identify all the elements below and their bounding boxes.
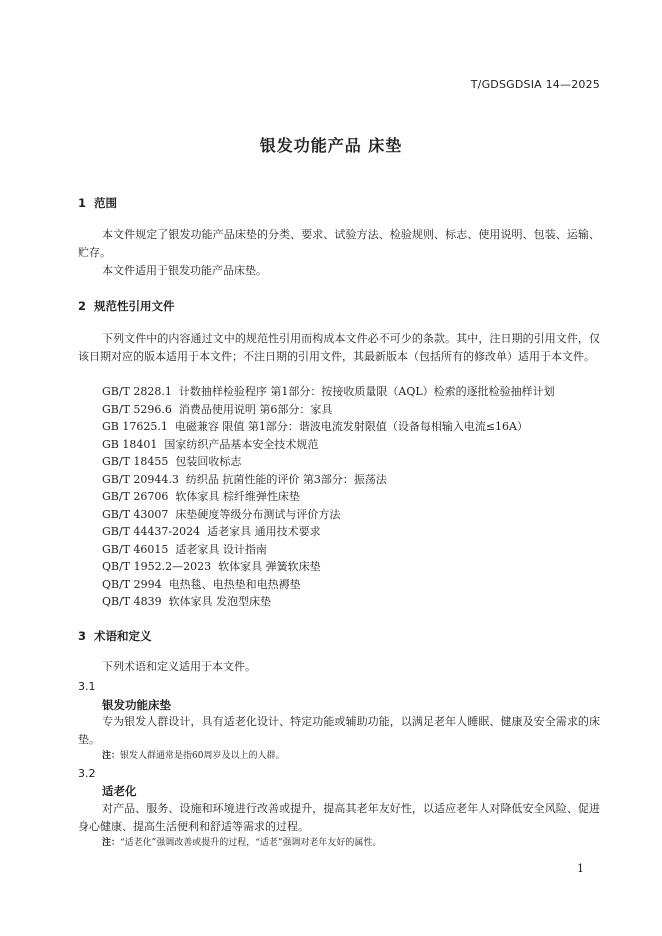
note-text: 银发人群通常是指60周岁及以上的人群。 bbox=[120, 751, 285, 761]
reference-item: GB 18401 国家纺织产品基本安全技术规范 bbox=[102, 437, 319, 451]
term-note bbox=[102, 836, 381, 850]
reference-item: GB/T 44437-2024 适老家具 通用技术要求 bbox=[102, 525, 321, 538]
reference-item: QB/T 2994 电热毯、电热垫和电热褥垫 bbox=[102, 577, 301, 591]
term-definition: 对产品、服务、设施和环境进行改善或提升，提高其老年友好性，以适应老年人对降低安全风险、促进身心健康、提高生活便利和舒适等需求的过程。 bbox=[78, 802, 600, 833]
section-title: 术语和定义 bbox=[94, 629, 152, 643]
reference-item: GB/T 2828.1 计数抽样检验程序 第1部分：按接收质量限（AQL）检索的逐批检验抽样计划 bbox=[102, 385, 555, 398]
reference-item: GB/T 26706 软体家具 棕纤维弹性床垫 bbox=[102, 490, 300, 503]
standard-code: T/GDSGDSIA 14—2025 bbox=[470, 78, 600, 91]
term-number: 3.1 bbox=[78, 680, 96, 693]
note-label: 注： bbox=[102, 838, 121, 848]
reference-item: GB/T 18455 包装回收标志 bbox=[102, 455, 242, 468]
section-number: 2 bbox=[78, 299, 87, 313]
page-number: 1 bbox=[577, 862, 584, 875]
reference-list bbox=[102, 383, 555, 611]
term-definition: 专为银发人群设计，具有适老化设计、特定功能或辅助功能，以满足老年人睡眠、健康及安全需求的床垫。 bbox=[78, 715, 600, 746]
section-number: 3 bbox=[78, 629, 87, 643]
scope-paragraph-1: 本文件规定了银发功能产品床垫的分类、要求、试验方法、检验规则、标志、使用说明、包装、运输、贮存。 bbox=[78, 228, 600, 259]
section-number: 1 bbox=[78, 196, 87, 210]
section-title: 范围 bbox=[94, 196, 117, 210]
note-label: 注： bbox=[102, 751, 121, 761]
section-heading-terms-definitions bbox=[78, 628, 152, 644]
references-intro-paragraph: 下列文件中的内容通过文中的规范性引用而构成本文件必不可少的条款。其中，注日期的引用文件，仅该日期对应的版本适用于本文件；不注日期的引用文件，其最新版本（包括所有的修改单）适用于本文件。 bbox=[78, 332, 600, 363]
reference-item: GB/T 20944.3 纺织品 抗菌性能的评价 第3部分：振荡法 bbox=[102, 472, 387, 486]
document-title: 银发功能产品 床垫 bbox=[259, 136, 403, 155]
section-heading-normative-references bbox=[78, 298, 175, 314]
term-note bbox=[102, 749, 284, 763]
term-name: 适老化 bbox=[102, 784, 137, 798]
terms-intro-paragraph: 下列术语和定义适用于本文件。 bbox=[102, 660, 256, 673]
reference-item: GB/T 43007 床垫硬度等级分布测试与评价方法 bbox=[102, 507, 341, 521]
term-name: 银发功能床垫 bbox=[102, 698, 171, 712]
reference-item: GB/T 5296.6 消费品使用说明 第6部分：家具 bbox=[102, 402, 333, 416]
reference-item: QB/T 1952.2—2023 软体家具 弹簧软床垫 bbox=[102, 560, 321, 573]
scope-paragraph-2: 本文件适用于银发功能产品床垫。 bbox=[102, 264, 267, 277]
reference-item: QB/T 4839 软体家具 发泡型床垫 bbox=[102, 595, 272, 608]
note-text: “适老化”强调改善或提升的过程，“适老”强调对老年友好的属性。 bbox=[120, 838, 382, 848]
term-number: 3.2 bbox=[78, 767, 96, 780]
section-title: 规范性引用文件 bbox=[94, 299, 175, 313]
reference-item: GB 17625.1 电磁兼容 限值 第1部分：谐波电流发射限值（设备每相输入电流≤16A） bbox=[102, 420, 528, 433]
reference-item: GB/T 46015 适老家具 设计指南 bbox=[102, 542, 267, 556]
section-heading-scope bbox=[78, 195, 117, 211]
